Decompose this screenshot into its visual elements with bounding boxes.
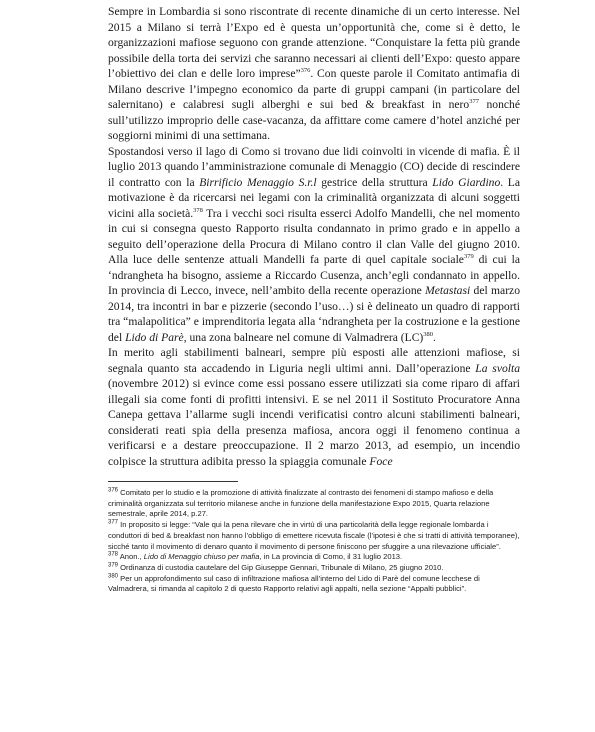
footnote-marker[interactable]: 377	[469, 98, 479, 106]
paragraph-expo	[108, 4, 520, 144]
text-run: Sempre in Lombardia si sono riscontrate di recente dinamiche di un certo interesse. Nel 2015 a Milano si terrà l’Expo ed è questa un’opportunità che, come si è detto, le organizzazioni mafiose seguono con grande attenzione. “Conquistare la fetta più grande possibile della torta dei servizi che saranno necessari ai clienti dell’Expo: questo appare l’obiettivo dei clan e delle loro imprese”	[108, 5, 520, 80]
text-run: gestrice della struttura	[316, 175, 433, 189]
footnote-marker[interactable]: 379	[108, 562, 119, 569]
footnote-377	[108, 520, 520, 552]
text-run: In merito agli stabilimenti balneari, sempre più esposti alle attenzioni mafiose, si segnala quanto sta accadendo in Liguria negli ultimi anni. Dall’operazione	[108, 346, 520, 375]
text-run: di cui la ‘ndrangheta ha bisogno, assieme a Riccardo Cusenza, anch’egli condannato in appello. In provincia di Lecco, invece, nell’ambito della recente operazione	[108, 253, 520, 297]
footnote-marker[interactable]: 376	[300, 67, 311, 75]
text-run: Anon.,	[118, 552, 144, 562]
footnote-separator	[108, 481, 238, 482]
italic-run: Birrificio Menaggio S.r.l	[199, 175, 317, 189]
footnote-marker[interactable]: 377	[108, 519, 119, 526]
footnote-marker[interactable]: 376	[108, 487, 119, 494]
footnote-marker[interactable]: 378	[108, 551, 119, 558]
italic-run: Lido di Menaggio chiuso per mafia	[143, 552, 260, 562]
footnote-marker[interactable]: 380	[108, 573, 119, 580]
text-run: nonché sull’utilizzo improprio delle case-vacanza, da affittare come camere d’hotel anziché per soggiorni minimi di una settimana.	[108, 98, 520, 142]
footnote-378	[108, 552, 520, 563]
italic-run: La svolta	[475, 361, 520, 375]
footnotes	[108, 488, 520, 595]
text-run: .	[433, 330, 436, 344]
text-run: In proposito si legge: “Vale qui la pena rilevare che in virtù di una particolarità della legge regionale lombarda i conduttori di bed & breakfast non hanno l’obbligo di emettere ricevuta fiscale (l’ipotesi è che si tratti di attività temporanee), sicché tanto il movimento di denaro quanto il movimento di persone finiscono per sfuggire a una rilevazione ufficiale”.	[108, 520, 520, 551]
italic-run: Lido Giardino	[432, 175, 501, 189]
footnote-marker[interactable]: 379	[463, 253, 474, 261]
text-run: Tra i vecchi soci risulta esserci Adolfo Mandelli, che nel momento in cui si consegna questo Rapporto risulta condannato in primo grado e in appello a seguito dell’operazione della Procura di Milano contro il clan Valle del giugno 2010. Alla luce delle sentenze attuali Mandelli fa parte di quel capitale sociale	[108, 206, 520, 266]
text-run: Per un approfondimento sul caso di infiltrazione mafiosa all’interno del Lido di Parè del comune lecchese di Valmadrera, si rimanda al capitolo 2 di questo Rapporto relativi agli appalti, nella sezione “Appalti pubblici”.	[108, 573, 480, 594]
italic-run: Metastasi	[425, 284, 471, 297]
text-run: (novembre 2012) si evince come essi possano essere utilizzati sia come riparo di affari illegali sia come fonti di profitti intensivi. E se nel 2011 il Sostituto Procuratore Anna Canepa gettava l’allarme sugli incendi verificatisi contro alcuni stabilimenti balneari, considerati reati spia della presenza mafiosa, ancora oggi il fenomeno continua a verificarsi e a destare preoccupazione. Il 2 marzo 2013, ad esempio, un incendio colpisce la struttura adibita presso la spiaggia comunale	[108, 377, 520, 468]
text-run: Ordinanza di custodia cautelare del Gip Giuseppe Gennari, Tribunale di Milano, 25 giugno 2010.	[118, 562, 444, 572]
text-run: , in La provincia di Como, il 31 luglio 2013.	[259, 552, 403, 562]
body-text	[108, 4, 520, 469]
footnote-376	[108, 488, 520, 520]
paragraph-lake-como	[108, 144, 520, 346]
footnote-380	[108, 574, 520, 595]
text-run: . La motivazione è da ricercarsi nei legami con la criminalità organizzata di alcuni soggetti vicini alla società.	[108, 175, 521, 220]
italic-run: Lido di Parè	[125, 330, 184, 344]
text-run: Spostandosi verso il lago di Como si trovano due lidi coinvolti in vicende di mafia. È il luglio 2013 quando l’amministrazione comunale di Menaggio (CO) decide di rescindere il contratto con la	[108, 144, 520, 189]
text-run: del marzo 2014, tra incontri in bar e pizzerie (secondo l’uso…) si è delineato un quadro di rapporti tra “malapolitica” e imprenditoria legata alla ‘ndrangheta per la costruzione e la gestione del	[108, 284, 520, 344]
text-run: , una zona balneare nel comune di Valmadrera (LC)	[183, 330, 424, 344]
italic-run: Foce	[369, 454, 393, 468]
text-run: . Con queste parole il Comitato antimafia di Milano descrive l’impegno economico da parte di gruppi campani (in particolare del salernitano) e calabresi sugli alberghi e sui bed & breakfast in nero	[108, 67, 520, 111]
text-run: Comitato per lo studio e la promozione di attività finalizzate al contrasto dei fenomeni di stampo mafioso e della criminalità organizzata sul territorio milanese anche in funzione della manifestazione Expo 2015, Quarta relazione semestrale, aprile 2014, p.27.	[108, 488, 494, 519]
paragraph-beach-establishments	[108, 345, 520, 469]
footnote-379	[108, 563, 520, 574]
footnote-marker[interactable]: 380	[423, 330, 434, 338]
footnote-marker[interactable]: 378	[193, 206, 203, 214]
